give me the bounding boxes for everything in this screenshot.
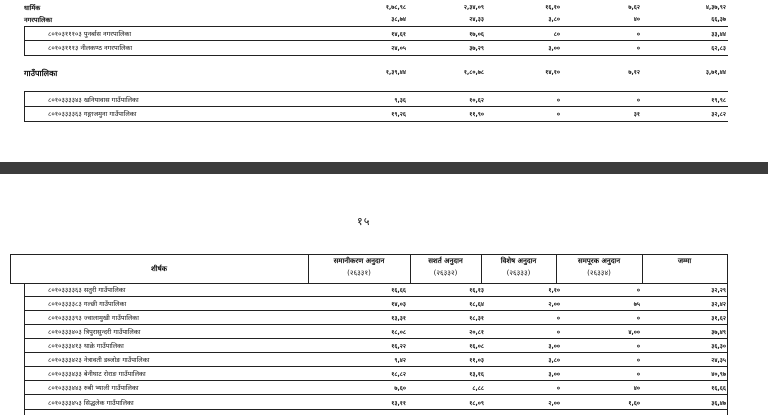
table-border — [24, 91, 25, 122]
table-border — [727, 254, 728, 415]
muni-total-value: ४० — [633, 16, 640, 23]
column-header-complementary: समपूरक अनुदान — [577, 257, 621, 265]
top-total-value: १६,१० — [545, 4, 560, 11]
table-cell: १४,६१ — [391, 31, 406, 38]
page-separator — [0, 162, 768, 174]
table-cell: ७,६० — [394, 385, 406, 392]
muni-total-value: ६६,३७ — [711, 16, 726, 23]
row-divider — [24, 310, 728, 311]
table-row-name: ८०१०३३३४१३ थाक्रे गाउँपालिका — [48, 342, 124, 350]
table-border — [10, 254, 728, 255]
table-cell: १९,९८ — [711, 97, 726, 104]
table-row-name: ८०१०३३३४२३ नेत्रावती डब्जोङ गाउँपालिका — [48, 356, 150, 364]
row-divider — [24, 26, 728, 27]
rural-total-value: १४,१० — [545, 69, 560, 76]
table-border — [24, 283, 25, 415]
table-cell: ८० — [553, 31, 560, 38]
table-cell: ११,९० — [469, 111, 484, 118]
table-cell: १८,६४ — [469, 301, 484, 308]
table-cell: २०,८१ — [469, 329, 484, 336]
muni-total-value: ३,८० — [548, 16, 560, 23]
table-cell: ० — [556, 111, 560, 118]
column-header-code: (२६३३१) — [347, 269, 371, 277]
table-row-name: ८०१०३३३४४३ रुबी भ्याली गाउँपालिका — [48, 384, 139, 392]
rural-total-label: गाउँपालिका — [24, 69, 58, 78]
table-cell: ० — [556, 315, 560, 322]
row-divider — [24, 380, 728, 381]
table-border — [10, 283, 728, 284]
muni-total-value: ३८,७४ — [391, 16, 406, 23]
table-row-name: ८०१०३३३३४३ खनियावास गाउँपालिका — [48, 96, 139, 104]
table-cell: १३,११ — [391, 400, 406, 407]
table-cell: १७,०६ — [469, 31, 484, 38]
row-divider — [24, 409, 728, 410]
row-divider — [24, 91, 728, 92]
table-cell: १६,१३ — [469, 287, 484, 294]
table-cell: ० — [636, 371, 640, 378]
table-cell: ० — [636, 315, 640, 322]
rural-total-value: १,८०,७८ — [463, 69, 484, 76]
table-row-name: ८०१०३३३३६३ सतुरी गाउँपालिका — [48, 286, 126, 294]
table-row-name: ८०१०३३३३९३ ज्वालामुखी गाउँपालिका — [48, 314, 139, 322]
table-cell: १०,६२ — [469, 97, 484, 104]
top-total-value: ७,६२ — [628, 4, 640, 11]
table-row-name: ८०१०३३३४०३ त्रिपुरासुन्दरी गाउँपालिका — [48, 328, 141, 336]
row-divider — [24, 296, 728, 297]
table-cell: ९,३६ — [394, 97, 406, 104]
page-number: १५ — [357, 215, 371, 228]
top-total-value: १,७८,९८ — [385, 4, 406, 11]
table-cell: ३,८० — [548, 357, 560, 364]
table-cell: ० — [636, 287, 640, 294]
table-cell: ० — [636, 31, 640, 38]
muni-total-label: नगरपालिका — [24, 16, 53, 24]
column-header-conditional: सशर्त अनुदान — [428, 257, 463, 265]
table-cell: १४,०३ — [391, 301, 406, 308]
rural-total-value: ३,७१,४४ — [705, 69, 726, 76]
table-cell: ० — [636, 343, 640, 350]
rural-total-value: १,३९,४४ — [385, 69, 406, 76]
table-cell: ११,०३ — [469, 357, 484, 364]
top-total-label: धार्मिक — [24, 4, 41, 12]
table-cell: ३,०० — [548, 45, 560, 52]
table-cell: १९,२६ — [391, 111, 406, 118]
table-cell: १६,०८ — [469, 343, 484, 350]
row-divider — [24, 55, 728, 56]
table-cell: ७५ — [633, 301, 640, 308]
table-cell: २४,०५ — [391, 45, 406, 52]
table-cell: ० — [556, 97, 560, 104]
table-border — [24, 26, 25, 56]
table-cell: ३२,४२ — [711, 301, 726, 308]
table-cell: २,०० — [548, 400, 560, 407]
table-cell: १६,६६ — [391, 287, 406, 294]
table-cell: १८,८२ — [391, 371, 406, 378]
table-cell: ० — [636, 45, 640, 52]
row-divider — [24, 352, 728, 353]
table-cell: ० — [556, 329, 560, 336]
table-row-name: ८०१०३३३३८३ गल्छी गाउँपालिका — [48, 300, 127, 308]
row-divider — [24, 324, 728, 325]
table-row-name: ८०१०३१११३ नीलकण्ठ नगरपालिका — [48, 44, 133, 52]
row-divider — [24, 106, 728, 107]
table-cell: ८,८८ — [472, 385, 484, 392]
table-cell: ६२,८३ — [711, 45, 726, 52]
table-row-name: ८०१०३३३४३३ बेनीघाट रोराङ गाउँपालिका — [48, 370, 146, 378]
table-cell: १३,१६ — [469, 371, 484, 378]
table-cell: १८,३१ — [469, 315, 484, 322]
table-cell: ३१,६२ — [711, 315, 726, 322]
table-cell: ३३,४४ — [711, 31, 726, 38]
table-cell: १,६० — [628, 400, 640, 407]
column-header-code: (२६३३३) — [506, 269, 531, 277]
row-divider — [24, 40, 728, 41]
column-header-title: शीर्षक — [151, 265, 167, 273]
table-cell: १८,०९ — [469, 400, 484, 407]
top-total-value: २,३४,०९ — [463, 4, 484, 11]
table-cell: ० — [636, 97, 640, 104]
column-header-code: (२६३३२) — [433, 269, 458, 277]
row-divider — [24, 338, 728, 339]
table-cell: ३२,८२ — [711, 111, 726, 118]
table-cell: ३१ — [633, 111, 640, 118]
table-cell: ३,०० — [548, 343, 560, 350]
table-row-name: ८०१०३३३३६३ गङ्गाजमुना गाउँपालिका — [48, 110, 137, 118]
rural-total-value: ७,१२ — [628, 69, 640, 76]
column-header-special: विशेष अनुदान — [500, 257, 537, 265]
table-cell: ४०,९७ — [711, 371, 726, 378]
column-header-code: (२६३३४) — [587, 269, 611, 277]
table-cell: ३२,२९ — [711, 287, 726, 294]
table-cell: २४,३५ — [711, 357, 726, 364]
top-total-value: ४,३७,९२ — [705, 4, 726, 11]
table-cell: १६,२२ — [391, 343, 406, 350]
table-cell: ३६,४७ — [711, 400, 726, 407]
table-cell: २,०० — [548, 301, 560, 308]
column-header-total: जम्मा — [677, 257, 692, 265]
table-cell: ४,०० — [628, 329, 640, 336]
table-cell: ३६,३० — [711, 343, 726, 350]
table-row-name: ८०१०३१११०३ पुनर्बास नगरपालिका — [48, 30, 132, 38]
table-cell: ९,४२ — [394, 357, 406, 364]
table-cell: १६,६६ — [711, 385, 726, 392]
table-cell: १८,०८ — [391, 329, 406, 336]
table-cell: ३७,२९ — [469, 45, 484, 52]
table-cell: १,१० — [548, 287, 560, 294]
table-cell: ३,०० — [548, 371, 560, 378]
row-divider — [24, 366, 728, 367]
table-row-name: ८०१०३३३४५३ सिद्धलेक गाउँपालिका — [48, 399, 134, 407]
table-cell: ३७,४९ — [711, 329, 726, 336]
row-divider — [24, 121, 728, 122]
row-divider — [24, 394, 728, 395]
table-cell: १३,३१ — [391, 315, 406, 322]
table-cell: ४० — [633, 385, 640, 392]
table-cell: ० — [556, 385, 560, 392]
table-cell: ० — [636, 357, 640, 364]
column-header-equalization: समानीकरण अनुदान — [333, 257, 385, 265]
muni-total-value: २४,३३ — [469, 16, 484, 23]
